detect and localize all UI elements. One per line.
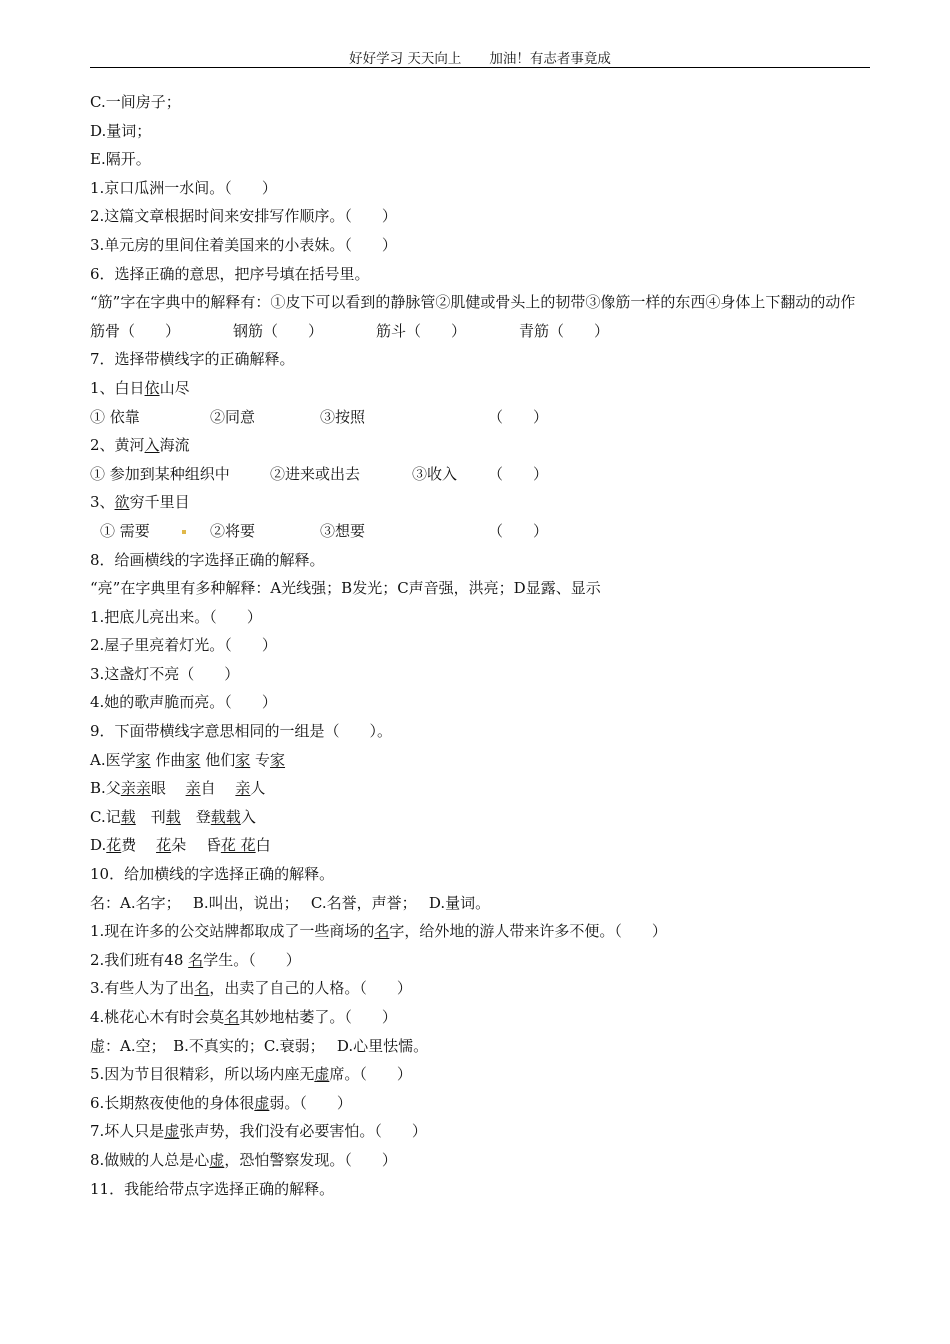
q9-c-text-3: 登: [180, 807, 211, 826]
q9-c-text-4: 入: [240, 807, 256, 826]
q7-s2-post: 海流: [159, 436, 190, 455]
q9-b-underlined-3: 亲: [235, 779, 251, 798]
q7-s1-pre: 1、白日: [90, 378, 145, 397]
q9-option-b: [90, 774, 872, 803]
q9-a-text-4: 专: [250, 750, 271, 769]
q9-d-underlined-2: 花: [156, 836, 172, 855]
q10-item-8: [90, 1146, 872, 1175]
q5-item-2: 2.这篇文章根据时间来安排写作顺序。（ ）: [90, 207, 397, 226]
q9-a-underlined-1: 家: [135, 750, 151, 769]
q7-s3-pre: 3、: [90, 493, 115, 512]
q10-m1-post: 字，给外地的游人带来许多不便。（ ）: [389, 922, 667, 941]
q10-m2-underlined: 名: [188, 950, 204, 969]
q6-word-3: 筋斗（ ）: [376, 321, 467, 340]
q10-item-5: [90, 1060, 872, 1089]
q9-d-underlined-1: 花: [106, 836, 122, 855]
q7-s1-underlined: 依: [144, 378, 160, 397]
q9-c-label: C.: [90, 807, 106, 826]
q10-m3-pre: 3.有些人为了出: [90, 979, 195, 998]
q10-xu-definitions: 虚：A.空； B.不真实的；C.衰弱； D.心里怯懦。: [90, 1036, 429, 1055]
q6-word-2: 钢筋（ ）: [233, 321, 324, 340]
q5-item-1: 1.京口瓜洲一水间。（ ）: [90, 178, 277, 197]
q7-s3-opt-2: ②将要: [210, 521, 256, 540]
q7-s1-opt-2: ②同意: [210, 407, 256, 426]
q11-title: 11．我能给带点字选择正确的解释。: [90, 1179, 335, 1198]
q7-s2-opt-3: ③收入: [412, 464, 458, 483]
q9-a-underlined-2: 家: [185, 750, 201, 769]
stray-mark: [182, 530, 186, 534]
q9-c-underlined-3: 载载: [210, 807, 241, 826]
q7-s3-underlined: 欲: [114, 493, 130, 512]
q9-b-underlined-1: 亲亲: [120, 779, 151, 798]
q9-c-text-2: 刊: [135, 807, 166, 826]
q10-item-1: [90, 917, 872, 946]
q7-s2-pre: 2、黄河: [90, 436, 145, 455]
q6-words: [90, 317, 872, 346]
q9-d-underlined-3: 花 花: [220, 836, 256, 855]
q10-m2-post: 学生。（ ）: [203, 950, 301, 969]
q10-ming-definitions: 名：A.名字； B.叫出，说出； C.名誉，声誉； D.量词。: [90, 893, 491, 912]
q7-options-3: [90, 517, 872, 546]
q6-word-1: 筋骨（ ）: [90, 321, 181, 340]
q9-c-underlined-1: 载: [120, 807, 136, 826]
q6-desc: “筋”字在字典中的解释有：①皮下可以看到的静脉管②肌健或骨头上的韧带③像筋一样的东西④身体上下翻动的动作: [90, 293, 856, 312]
option-d: D.量词；: [90, 121, 152, 140]
q7-s1-opt-1: ① 依靠: [90, 407, 140, 426]
q7-s3-answer: （ ）: [488, 521, 549, 540]
option-c: C.一间房子；: [90, 93, 181, 111]
q9-a-underlined-4: 家: [270, 750, 286, 769]
q9-a-text-1: 医学: [105, 750, 136, 769]
q10-x8-underlined: 虚: [209, 1150, 225, 1169]
q8-item-3: 3.这盏灯不亮（ ）: [90, 664, 240, 683]
q10-m3-underlined: 名: [194, 979, 210, 998]
q10-x7-underlined: 虚: [164, 1122, 180, 1141]
q10-m4-underlined: 名: [224, 1008, 240, 1026]
q10-x7-post: 张声势，我们没有必要害怕。（ ）: [179, 1122, 427, 1141]
q8-desc: “亮”在字典里有多种解释：A光线强；B发光；C声音强，洪亮；D显露、显示: [90, 579, 601, 598]
q9-d-label: D.: [90, 836, 107, 855]
q9-a-text-2: 作曲: [150, 750, 186, 769]
q10-item-4: [90, 1003, 872, 1032]
q9-d-text-3: 白: [255, 836, 271, 855]
q10-x8-pre: 8.做贼的人总是心: [90, 1150, 210, 1169]
q10-item-7: [90, 1117, 872, 1146]
q10-m2-pre: 2.我们班有48: [90, 950, 189, 969]
q10-x5-pre: 5.因为节目很精彩，所以场内座无: [90, 1065, 315, 1084]
q9-option-c: [90, 803, 872, 832]
q9-b-label: B.: [90, 779, 106, 798]
q10-m1-underlined: 名: [374, 922, 390, 941]
q7-s3-opt-1: ① 需要: [100, 521, 150, 540]
q10-item-2: [90, 946, 872, 975]
q10-m4-pre: 4.桃花心木有时会莫: [90, 1008, 225, 1026]
q9-c-text-1: 记: [105, 807, 121, 826]
q10-m1-pre: 1.现在许多的公交站牌都取成了一些商场的: [90, 922, 375, 941]
q10-x5-post: 席。（ ）: [329, 1065, 412, 1084]
q7-s1-answer: （ ）: [488, 407, 549, 426]
q8-item-2: 2.屋子里亮着灯光。（ ）: [90, 636, 277, 655]
q10-item-6: [90, 1089, 872, 1118]
q9-a-underlined-3: 家: [235, 750, 251, 769]
q7-s2-underlined: 入: [144, 436, 160, 455]
q10-x7-pre: 7.坏人只是: [90, 1122, 165, 1141]
q7-s2-answer: （ ）: [488, 464, 549, 483]
q7-sentence-1: [90, 374, 872, 403]
q10-x6-underlined: 虚: [254, 1093, 270, 1112]
q10-x6-post: 弱。（ ）: [269, 1093, 352, 1112]
q9-b-text-1: 父: [105, 779, 121, 798]
q10-item-3: [90, 974, 872, 1003]
q9-a-label: A.: [90, 750, 106, 769]
q9-option-d: [90, 831, 872, 860]
q5-item-3: 3.单元房的里间住着美国来的小表妹。（ ）: [90, 235, 397, 254]
q7-s1-opt-3: ③按照: [320, 407, 366, 426]
q7-title: 7．选择带横线字的正确解释。: [90, 350, 295, 369]
q9-option-a: [90, 746, 872, 775]
q9-b-underlined-2: 亲: [185, 779, 201, 798]
q7-s2-opt-1: ① 参加到某种组织中: [90, 464, 230, 483]
q7-s1-post: 山尽: [159, 378, 190, 397]
q10-m4-post: 其妙地枯萎了。（ ）: [239, 1008, 397, 1026]
q10-x6-pre: 6.长期熬夜使他的身体很: [90, 1093, 255, 1112]
q9-b-text-3: 自: [200, 779, 236, 798]
q6-word-4: 青筋（ ）: [519, 321, 610, 340]
q9-title: 9．下面带横线字意思相同的一组是（ ）。: [90, 722, 393, 741]
q7-sentence-2: [90, 431, 872, 460]
q9-d-text-1: 费: [121, 836, 157, 855]
page-header: [90, 50, 870, 68]
q7-options-1: [90, 403, 872, 432]
q9-c-underlined-2: 载: [165, 807, 181, 826]
q10-m3-post: ，出卖了自己的人格。（ ）: [209, 979, 412, 998]
q7-options-2: [90, 460, 872, 489]
q9-d-text-2: 朵 昏: [171, 836, 221, 855]
q7-sentence-3: [90, 488, 872, 517]
worksheet-content: [90, 88, 872, 1203]
q8-item-1: 1.把底儿亮出来。（ ）: [90, 607, 262, 626]
q7-s3-opt-3: ③想要: [320, 521, 366, 540]
q10-x5-underlined: 虚: [314, 1065, 330, 1084]
header-right-motto: 加油！有志者事竟成: [489, 51, 611, 67]
q6-title: 6．选择正确的意思，把序号填在括号里。: [90, 264, 370, 283]
q10-title: 10．给加横线的字选择正确的解释。: [90, 865, 335, 884]
header-left-motto: 好好学习 天天向上: [349, 51, 462, 67]
option-e: E.隔开。: [90, 150, 151, 169]
q9-b-text-4: 人: [250, 779, 266, 798]
q8-title: 8．给画横线的字选择正确的解释。: [90, 550, 325, 569]
q9-a-text-3: 他们: [200, 750, 236, 769]
q10-x8-post: ，恐怕警察发现。（ ）: [224, 1150, 397, 1169]
q7-s2-opt-2: ②进来或出去: [270, 464, 361, 483]
q8-item-4: 4.她的歌声脆而亮。（ ）: [90, 693, 277, 712]
q9-b-text-2: 眼: [150, 779, 186, 798]
q7-s3-post: 穷千里目: [129, 493, 190, 512]
header-rule: [90, 67, 870, 68]
